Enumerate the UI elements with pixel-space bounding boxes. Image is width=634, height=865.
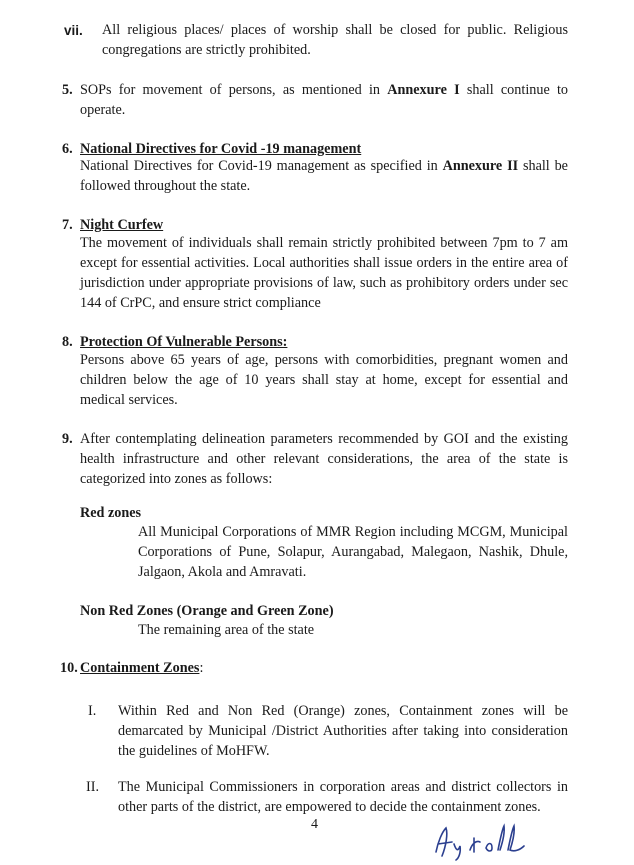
- sub-item-ii-number: II.: [86, 779, 99, 795]
- item-9-text: After contemplating delineation parameters recommended by GOI and the existing health infrastructure and other relevant considerations, the area of the state is categorized into zones as follows:: [80, 431, 568, 487]
- item-8-text: Persons above 65 years of age, persons with comorbidities, pregnant women and children below the age of 10 years shall stay at home, except for essential and medical services.: [80, 352, 568, 408]
- sub-item-ii-text: The Municipal Commissioners in corporation areas and district collectors in other parts of the district, are empowered to decide the containment zones.: [118, 779, 568, 815]
- item-6-number: 6.: [62, 141, 73, 157]
- item-10-heading-wrap: Containment Zones:: [80, 660, 204, 676]
- sub-item-i-text: Within Red and Non Red (Orange) zones, Containment zones will be demarcated by Municipal /District Authorities after taking into consideration the guidelines of MoHFW.: [118, 703, 568, 759]
- item-vii-number: vii.: [64, 23, 83, 38]
- item-6-heading: National Directives for Covid -19 management: [80, 141, 362, 157]
- item-10-number: 10.: [60, 660, 78, 676]
- page-number: 4: [311, 817, 318, 832]
- red-zones-text: All Municipal Corporations of MMR Region including MCGM, Municipal Corporations of Pune, Solapur, Aurangabad, Malegaon, Nashik, Dhule, Jalgaon, Akola and Amravati.: [138, 524, 568, 580]
- red-zones-heading: Red zones: [80, 505, 142, 521]
- item-5-number: 5.: [62, 82, 73, 98]
- item-7-heading: Night Curfew: [80, 217, 164, 233]
- item-5-text: SOPs for movement of persons, as mentioned in Annexure I shall continue to operate.: [80, 82, 569, 118]
- item-9-number: 9.: [62, 431, 73, 447]
- item-7-text: The movement of individuals shall remain strictly prohibited between 7pm to 7 am except for essential activities. Local authorities shall issue orders in the entire area of jurisdiction under appropriate provisions of law, such as prohibitory orders under sec 144 of CrPC, and ensure strict compliance: [80, 235, 568, 311]
- item-7-number: 7.: [62, 217, 73, 233]
- item-10-heading: Containment Zones: [80, 660, 200, 676]
- non-red-zones-text: The remaining area of the state: [138, 622, 315, 638]
- item-6-text: National Directives for Covid-19 management as specified in Annexure II shall be followed throughout the state.: [80, 158, 568, 194]
- signature-image: [428, 822, 538, 862]
- non-red-zones-heading: Non Red Zones (Orange and Green Zone): [80, 603, 334, 619]
- item-8-heading: Protection Of Vulnerable Persons:: [80, 334, 288, 350]
- sub-item-i-number: I.: [88, 703, 97, 719]
- item-8-number: 8.: [62, 334, 73, 350]
- item-vii-text: All religious places/ places of worship shall be closed for public. Religious congregations are strictly prohibited.: [102, 22, 568, 58]
